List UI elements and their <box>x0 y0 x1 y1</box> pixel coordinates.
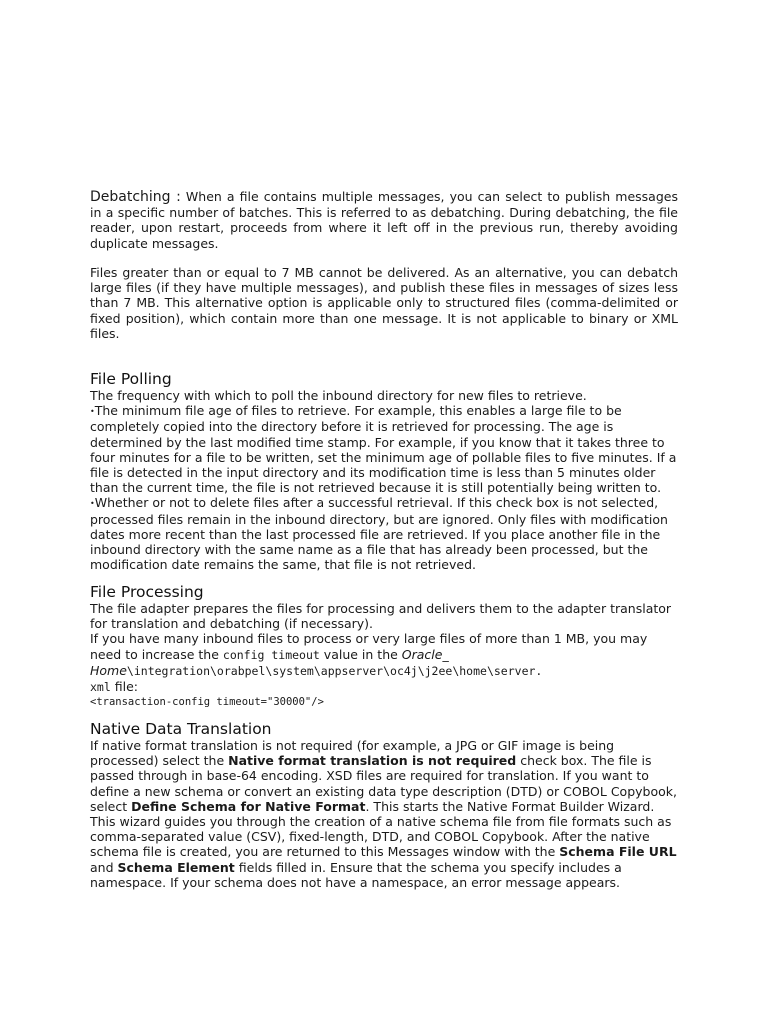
file-processing-para-1: The file adapter prepares the files for processing and delivers them to the adapter translator for translation and debatching (if necessary). <box>90 601 672 632</box>
native-text-3: . This starts the Native Format Builder Wizard. This wizard guides you through the creation of a native schema file from file formats such as comma-separated value (CSV), fixed-length, DTD, and COBOL Copybook. After the native schema file is created, you are returned to this Messages window with the <box>90 798 672 860</box>
home-italic: Home <box>90 662 127 678</box>
native-format-option-label: Native format translation is not required <box>228 753 517 769</box>
para2-text-a: If you have many inbound files to process or very large files of more than 1 MB, you may need to increase the <box>90 631 648 662</box>
schema-element-label: Schema Element <box>117 859 235 875</box>
native-data-translation-paragraph <box>90 738 680 890</box>
native-text-2: check box. The file is passed through in base-64 encoding. XSD files are required for translation. If you want to define a new schema or convert an existing data type description (DTD) or COBOL Copybook, select <box>90 753 677 814</box>
native-text-4: and <box>90 859 118 875</box>
oracle-home-italic: Oracle_ <box>401 646 449 662</box>
debatching-term: Debatching : <box>90 189 181 205</box>
native-text-1: If native format translation is not required (for example, a JPG or GIF image is being processed) select the <box>90 738 615 769</box>
native-data-translation-heading: Native Data Translation <box>90 720 272 738</box>
native-data-translation-body <box>90 738 680 890</box>
config-timeout-code: config timeout <box>222 647 320 662</box>
bullet-icon: • <box>90 499 95 509</box>
schema-file-url-label: Schema File URL <box>559 844 677 860</box>
transaction-config-code: <transaction-config timeout="30000"/> <box>90 696 324 709</box>
para2-text-b: value in the <box>319 646 402 662</box>
file-polling-bullet-2-text: Whether or not to delete files after a successful retrieval. If this check box is not selected, processed files remain in the inbound directory, but are ignored. Only files with modification dates more recent than the last processed file are retrieved. If you place another file in the inbound directory with the same name as a file that has already been processed, but the modification date remains the same, that file is not retrieved. <box>90 495 668 573</box>
debatching-paragraph <box>90 189 678 251</box>
para2-text-c: file: <box>110 679 139 695</box>
native-text-5: fields filled in. Ensure that the schema you specify includes a namespace. If your schema does not have a namespace, an error message appears. <box>90 859 622 890</box>
file-polling-bullet-2 <box>90 495 680 572</box>
debatching-text: When a file contains multiple messages, you can select to publish messages in a specific number of batches. This is referred to as debatching. During debatching, the file reader, upon restart, proceeds from where it left off in the previous run, thereby avoiding duplicate messages. <box>90 189 678 251</box>
xml-code: xml <box>90 680 111 695</box>
file-polling-bullet-1-text: The minimum file age of files to retrieve. For example, this enables a large file to be completely copied into the directory before it is retrieved for processing. The age is determined by the last modified time stamp. For example, if you know that it takes three to four minutes for a file to be written, set the minimum age of pollable files to five minutes. If a file is detected in the input directory and its modification time is less than 5 minutes older than the current time, the file is not retrieved because it is still potentially being written to. <box>90 403 677 496</box>
server-path-code: \integration\orabpel\system\appserver\oc4j\j2ee\home\server. <box>126 663 543 678</box>
file-processing-body <box>90 601 680 710</box>
file-polling-heading: File Polling <box>90 370 172 388</box>
file-processing-heading: File Processing <box>90 583 204 601</box>
bullet-icon: • <box>90 407 95 417</box>
define-schema-option-label: Define Schema for Native Format <box>131 798 366 814</box>
file-polling-intro: The frequency with which to poll the inbound directory for new files to retrieve. <box>90 388 587 403</box>
file-polling-body <box>90 388 680 572</box>
file-processing-para-2 <box>90 631 680 695</box>
file-polling-bullet-1 <box>90 403 680 495</box>
debatching-size-paragraph: Files greater than or equal to 7 MB cannot be delivered. As an alternative, you can debatch large files (if they have multiple messages), and publish these files in messages of sizes less than 7 MB. This alternative option is applicable only to structured files (comma-delimited or fixed position), which contain more than one message. It is not applicable to binary or XML files. <box>90 265 678 341</box>
